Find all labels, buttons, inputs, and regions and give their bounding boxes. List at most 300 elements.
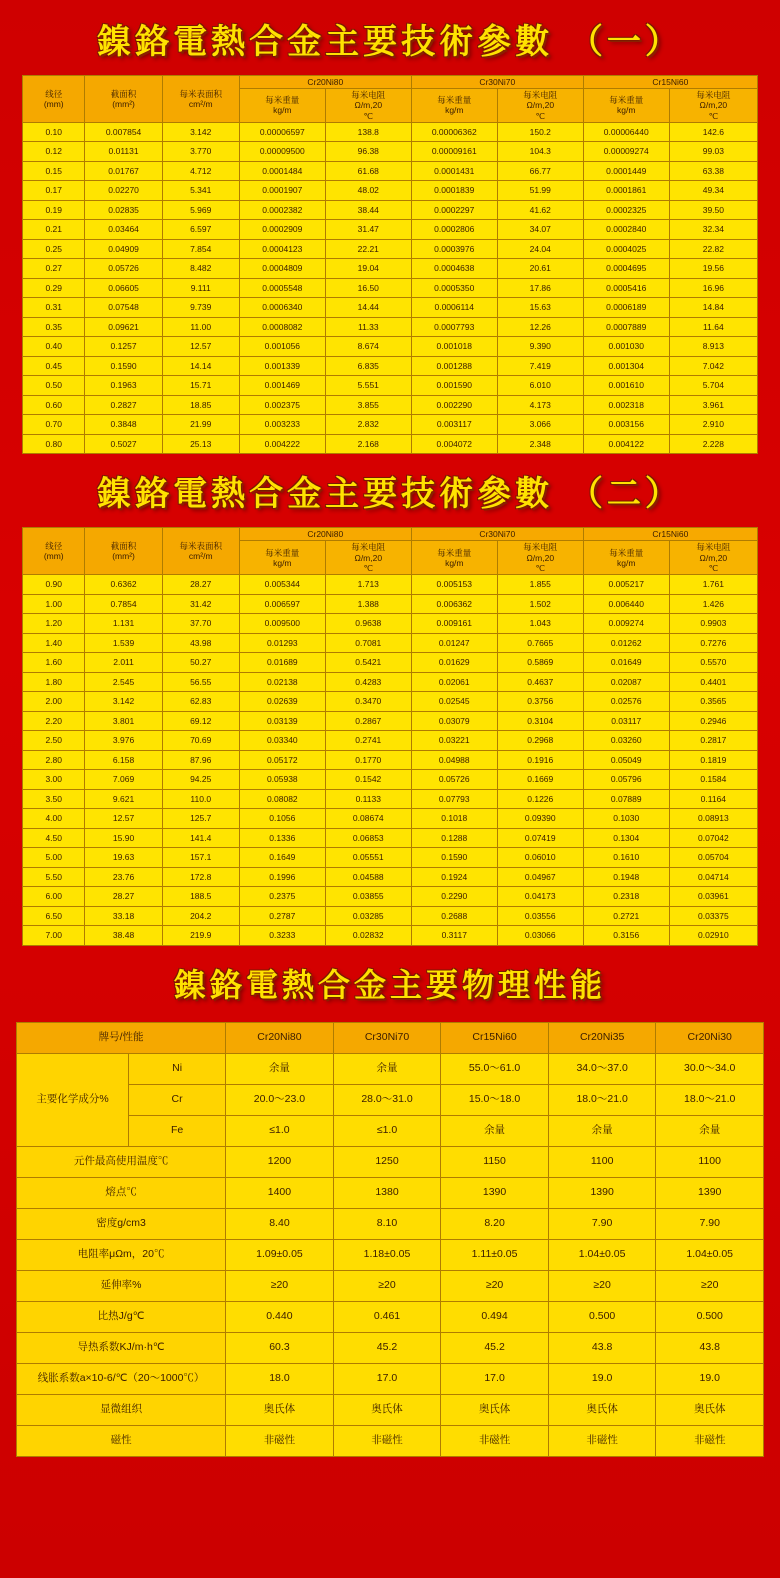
table-1-header bbox=[23, 76, 758, 123]
table-cell: 49.34 bbox=[669, 181, 757, 201]
table-cell: 2.00 bbox=[23, 692, 85, 712]
table-cell: 2.228 bbox=[669, 434, 757, 454]
table-cell: 138.8 bbox=[325, 122, 411, 142]
table-row bbox=[23, 181, 758, 201]
header-surface-area-line1: 每米表面积 bbox=[179, 88, 222, 99]
table-cell: 188.5 bbox=[162, 887, 239, 907]
header2-cross-section-line1: 截面积 bbox=[110, 540, 137, 551]
table-cell: 0.1590 bbox=[85, 356, 162, 376]
phys-property-row bbox=[17, 1208, 764, 1239]
phys-cell: 60.3 bbox=[226, 1332, 334, 1363]
table-row bbox=[23, 259, 758, 279]
header-surface-area bbox=[162, 76, 239, 123]
table-cell: 0.07419 bbox=[497, 828, 583, 848]
table-cell: 5.704 bbox=[669, 376, 757, 396]
table-cell: 0.02061 bbox=[411, 672, 497, 692]
table-cell: 6.158 bbox=[85, 750, 162, 770]
phys-chem-row bbox=[17, 1115, 764, 1146]
table-cell: 0.1669 bbox=[497, 770, 583, 790]
table-cell: 7.042 bbox=[669, 356, 757, 376]
table-cell: 0.02639 bbox=[239, 692, 325, 712]
phys-cell: 1100 bbox=[656, 1146, 764, 1177]
table-cell: 1.855 bbox=[497, 575, 583, 595]
table-row bbox=[23, 415, 758, 435]
table-cell: 7.419 bbox=[497, 356, 583, 376]
table-cell: 0.07548 bbox=[85, 298, 162, 318]
table-cell: 0.3233 bbox=[239, 926, 325, 946]
phys-cell: 非磁性 bbox=[656, 1425, 764, 1456]
table-cell: 0.0004638 bbox=[411, 259, 497, 279]
table-cell: 0.03260 bbox=[583, 731, 669, 751]
table-cell: 0.0002909 bbox=[239, 220, 325, 240]
table-cell: 1.502 bbox=[497, 594, 583, 614]
table-row bbox=[23, 867, 758, 887]
table-cell: 0.3470 bbox=[325, 692, 411, 712]
table-cell: 3.976 bbox=[85, 731, 162, 751]
table-cell: 125.7 bbox=[162, 809, 239, 829]
table-cell: 8.482 bbox=[162, 259, 239, 279]
table-cell: 0.1018 bbox=[411, 809, 497, 829]
table-cell: 0.001304 bbox=[583, 356, 669, 376]
table-cell: 0.60 bbox=[23, 395, 85, 415]
header-resistance-2-line3: ℃ bbox=[535, 110, 546, 121]
table-cell: 5.969 bbox=[162, 200, 239, 220]
table-cell: 0.003156 bbox=[583, 415, 669, 435]
table-cell: 0.001469 bbox=[239, 376, 325, 396]
table-cell: 0.2946 bbox=[669, 711, 757, 731]
table-cell: 0.1288 bbox=[411, 828, 497, 848]
header2-weight-1-line2: kg/m bbox=[273, 557, 292, 568]
table-cell: 0.0004123 bbox=[239, 239, 325, 259]
phys-cell: 45.2 bbox=[333, 1332, 441, 1363]
table-cell: 0.09390 bbox=[497, 809, 583, 829]
header2-weight-2-line1: 每米重量 bbox=[437, 547, 472, 558]
table-cell: 33.18 bbox=[85, 906, 162, 926]
header-weight-2-line2: kg/m bbox=[445, 105, 464, 116]
table-cell: 0.001018 bbox=[411, 337, 497, 357]
table-cell: 0.1610 bbox=[583, 848, 669, 868]
table-cell: 0.7276 bbox=[669, 633, 757, 653]
table-cell: 0.005217 bbox=[583, 575, 669, 595]
phys-cell: 1390 bbox=[656, 1177, 764, 1208]
table-cell: 0.7854 bbox=[85, 594, 162, 614]
table-cell: 19.63 bbox=[85, 848, 162, 868]
header-resistance-3-line3: ℃ bbox=[708, 110, 719, 121]
table-cell: 3.801 bbox=[85, 711, 162, 731]
table-cell: 38.44 bbox=[325, 200, 411, 220]
table-cell: 0.03117 bbox=[583, 711, 669, 731]
table-cell: 9.739 bbox=[162, 298, 239, 318]
phys-property-label: 比热J/g℃ bbox=[17, 1301, 226, 1332]
table-cell: 6.597 bbox=[162, 220, 239, 240]
table-row bbox=[23, 161, 758, 181]
phys-header-alloy: Cr20Ni35 bbox=[548, 1022, 656, 1053]
table-cell: 51.99 bbox=[497, 181, 583, 201]
table-row bbox=[23, 575, 758, 595]
table-cell: 0.00006362 bbox=[411, 122, 497, 142]
table-cell: 0.03066 bbox=[497, 926, 583, 946]
table-cell: 2.20 bbox=[23, 711, 85, 731]
phys-cell: 1390 bbox=[548, 1177, 656, 1208]
header-wire-diameter-line1: 线径 bbox=[45, 88, 63, 99]
phys-property-row bbox=[17, 1239, 764, 1270]
table-row bbox=[23, 633, 758, 653]
table-cell: 0.1257 bbox=[85, 337, 162, 357]
table-cell: 0.002318 bbox=[583, 395, 669, 415]
table-cell: 5.00 bbox=[23, 848, 85, 868]
table-cell: 0.08082 bbox=[239, 789, 325, 809]
table-cell: 48.02 bbox=[325, 181, 411, 201]
table-cell: 0.1226 bbox=[497, 789, 583, 809]
table-cell: 7.00 bbox=[23, 926, 85, 946]
header-alloy-cr30ni70: Cr30Ni70 bbox=[411, 76, 583, 89]
phys-cell: ≤1.0 bbox=[226, 1115, 334, 1146]
table-cell: 0.00009274 bbox=[583, 142, 669, 162]
table-row bbox=[23, 376, 758, 396]
table-cell: 0.001610 bbox=[583, 376, 669, 396]
table-cell: 69.12 bbox=[162, 711, 239, 731]
table-cell: 0.4637 bbox=[497, 672, 583, 692]
table-cell: 0.0001431 bbox=[411, 161, 497, 181]
table-cell: 0.17 bbox=[23, 181, 85, 201]
phys-cell: 8.20 bbox=[441, 1208, 549, 1239]
phys-cell: 1390 bbox=[441, 1177, 549, 1208]
table-cell: 0.1916 bbox=[497, 750, 583, 770]
header2-wire-diameter-line1: 线径 bbox=[45, 540, 63, 551]
header-wire-diameter bbox=[23, 76, 85, 123]
table-cell: 0.009161 bbox=[411, 614, 497, 634]
header-resistance-1-line3: ℃ bbox=[363, 110, 374, 121]
header2-resistance-1-line2: Ω/m,20 bbox=[354, 552, 383, 563]
header2-resistance-1 bbox=[325, 541, 411, 575]
table-cell: 24.04 bbox=[497, 239, 583, 259]
table-cell: 3.855 bbox=[325, 395, 411, 415]
table-cell: 0.08674 bbox=[325, 809, 411, 829]
header-weight-2-line1: 每米重量 bbox=[437, 95, 472, 106]
table-cell: 0.01767 bbox=[85, 161, 162, 181]
table-cell: 0.01629 bbox=[411, 653, 497, 673]
phys-cell: 0.500 bbox=[656, 1301, 764, 1332]
header2-surface-area-line1: 每米表面积 bbox=[179, 540, 222, 551]
table-row bbox=[23, 122, 758, 142]
table-row bbox=[23, 653, 758, 673]
table-cell: 0.40 bbox=[23, 337, 85, 357]
table-cell: 0.005153 bbox=[411, 575, 497, 595]
table-cell: 19.56 bbox=[669, 259, 757, 279]
table-cell: 150.2 bbox=[497, 122, 583, 142]
phys-property-row bbox=[17, 1177, 764, 1208]
table-cell: 0.001339 bbox=[239, 356, 325, 376]
table-cell: 99.03 bbox=[669, 142, 757, 162]
table-cell: 1.761 bbox=[669, 575, 757, 595]
table-row bbox=[23, 731, 758, 751]
page-title-2: 鎳鉻電熱合金主要技術參數 （二） bbox=[97, 474, 683, 515]
phys-property-label: 显微组织 bbox=[17, 1394, 226, 1425]
table-cell: 0.004222 bbox=[239, 434, 325, 454]
table-cell: 0.2827 bbox=[85, 395, 162, 415]
header2-weight-3-line2: kg/m bbox=[617, 557, 636, 568]
header-resistance-1-line1: 每米电阻 bbox=[351, 90, 386, 101]
table-cell: 66.77 bbox=[497, 161, 583, 181]
table-cell: 3.961 bbox=[669, 395, 757, 415]
header2-resistance-3-line3: ℃ bbox=[708, 562, 719, 573]
phys-cell: 奥氏体 bbox=[226, 1394, 334, 1425]
table-cell: 2.832 bbox=[325, 415, 411, 435]
table-cell: 7.854 bbox=[162, 239, 239, 259]
table-cell: 0.0007793 bbox=[411, 317, 497, 337]
header2-alloy-cr15ni60: Cr15Ni60 bbox=[583, 528, 757, 541]
table-cell: 0.1133 bbox=[325, 789, 411, 809]
technical-parameters-table-2 bbox=[22, 527, 758, 945]
table-cell: 4.173 bbox=[497, 395, 583, 415]
table-cell: 0.03221 bbox=[411, 731, 497, 751]
header-weight-2 bbox=[411, 89, 497, 123]
table-cell: 0.5421 bbox=[325, 653, 411, 673]
table-cell: 56.55 bbox=[162, 672, 239, 692]
phys-property-row bbox=[17, 1394, 764, 1425]
table-cell: 0.02835 bbox=[85, 200, 162, 220]
header-resistance-2-line1: 每米电阻 bbox=[523, 90, 558, 101]
table-cell: 0.05726 bbox=[411, 770, 497, 790]
table-cell: 0.004122 bbox=[583, 434, 669, 454]
table-cell: 0.2318 bbox=[583, 887, 669, 907]
table-row bbox=[23, 711, 758, 731]
table-cell: 1.426 bbox=[669, 594, 757, 614]
table-cell: 0.003117 bbox=[411, 415, 497, 435]
table-cell: 0.04173 bbox=[497, 887, 583, 907]
table-cell: 0.00009161 bbox=[411, 142, 497, 162]
table-cell: 0.4401 bbox=[669, 672, 757, 692]
phys-cell: 奥氏体 bbox=[548, 1394, 656, 1425]
phys-cell: 1200 bbox=[226, 1146, 334, 1177]
phys-header-alloy: Cr15Ni60 bbox=[441, 1022, 549, 1053]
table-cell: 0.006597 bbox=[239, 594, 325, 614]
table-cell: 0.006440 bbox=[583, 594, 669, 614]
phys-property-row bbox=[17, 1425, 764, 1456]
header2-cross-section bbox=[85, 528, 162, 575]
table-cell: 0.02545 bbox=[411, 692, 497, 712]
table-cell: 0.3156 bbox=[583, 926, 669, 946]
phys-property-label: 线胀系数a×10-6/℃（20～1000℃） bbox=[17, 1363, 226, 1394]
table-row bbox=[23, 200, 758, 220]
header-weight-1-line2: kg/m bbox=[273, 105, 292, 116]
phys-cell: 17.0 bbox=[441, 1363, 549, 1394]
header2-alloy-cr20ni80: Cr20Ni80 bbox=[239, 528, 411, 541]
phys-cell: 奥氏体 bbox=[333, 1394, 441, 1425]
table-cell: 96.38 bbox=[325, 142, 411, 162]
table-cell: 0.0008082 bbox=[239, 317, 325, 337]
header2-surface-area bbox=[162, 528, 239, 575]
table-cell: 0.0001484 bbox=[239, 161, 325, 181]
table-cell: 23.76 bbox=[85, 867, 162, 887]
table-cell: 0.0001907 bbox=[239, 181, 325, 201]
table-row bbox=[23, 887, 758, 907]
table-cell: 38.48 bbox=[85, 926, 162, 946]
table-row bbox=[23, 298, 758, 318]
table-cell: 87.96 bbox=[162, 750, 239, 770]
table-cell: 0.05049 bbox=[583, 750, 669, 770]
table-cell: 41.62 bbox=[497, 200, 583, 220]
table-cell: 50.27 bbox=[162, 653, 239, 673]
table-cell: 0.03285 bbox=[325, 906, 411, 926]
table-cell: 0.50 bbox=[23, 376, 85, 396]
table-cell: 0.004072 bbox=[411, 434, 497, 454]
table-cell: 0.0001449 bbox=[583, 161, 669, 181]
phys-cell: 15.0～18.0 bbox=[441, 1084, 549, 1115]
table-cell: 4.712 bbox=[162, 161, 239, 181]
table-cell: 0.05704 bbox=[669, 848, 757, 868]
phys-property-label: 延伸率% bbox=[17, 1270, 226, 1301]
table-cell: 0.70 bbox=[23, 415, 85, 435]
phys-cell: 奥氏体 bbox=[656, 1394, 764, 1425]
table-cell: 0.09621 bbox=[85, 317, 162, 337]
table-cell: 0.1542 bbox=[325, 770, 411, 790]
header-weight-1 bbox=[239, 89, 325, 123]
phys-chem-row bbox=[17, 1053, 764, 1084]
phys-cell: 余量 bbox=[333, 1053, 441, 1084]
phys-cell: 余量 bbox=[656, 1115, 764, 1146]
table-cell: 0.01689 bbox=[239, 653, 325, 673]
table-cell: 0.02576 bbox=[583, 692, 669, 712]
table-row bbox=[23, 770, 758, 790]
table-cell: 0.03556 bbox=[497, 906, 583, 926]
phys-cell: 非磁性 bbox=[441, 1425, 549, 1456]
table-cell: 0.00006440 bbox=[583, 122, 669, 142]
phys-chem-label: 主要化学成分% bbox=[17, 1053, 129, 1146]
table-cell: 0.001590 bbox=[411, 376, 497, 396]
header2-weight-3 bbox=[583, 541, 669, 575]
table-cell: 0.0002840 bbox=[583, 220, 669, 240]
table-row bbox=[23, 395, 758, 415]
table-cell: 0.1164 bbox=[669, 789, 757, 809]
phys-cell: 7.90 bbox=[656, 1208, 764, 1239]
table-cell: 0.12 bbox=[23, 142, 85, 162]
table-cell: 17.86 bbox=[497, 278, 583, 298]
table-cell: 31.47 bbox=[325, 220, 411, 240]
table-cell: 1.40 bbox=[23, 633, 85, 653]
table-cell: 0.01262 bbox=[583, 633, 669, 653]
table-cell: 0.03375 bbox=[669, 906, 757, 926]
table-cell: 0.0004809 bbox=[239, 259, 325, 279]
table-cell: 0.04714 bbox=[669, 867, 757, 887]
header2-resistance-2-line2: Ω/m,20 bbox=[526, 552, 555, 563]
table-cell: 0.00006597 bbox=[239, 122, 325, 142]
table-cell: 0.03961 bbox=[669, 887, 757, 907]
header-resistance-3-line1: 每米电阻 bbox=[696, 90, 731, 101]
phys-cell: 0.494 bbox=[441, 1301, 549, 1332]
phys-cell: 1150 bbox=[441, 1146, 549, 1177]
phys-cell: 1250 bbox=[333, 1146, 441, 1177]
table-row bbox=[23, 356, 758, 376]
table-cell: 0.02832 bbox=[325, 926, 411, 946]
phys-cell: 余量 bbox=[548, 1115, 656, 1146]
phys-cell: ≥20 bbox=[226, 1270, 334, 1301]
phys-cell: ≥20 bbox=[333, 1270, 441, 1301]
table-cell: 0.3756 bbox=[497, 692, 583, 712]
phys-cell: 1100 bbox=[548, 1146, 656, 1177]
header2-resistance-2-line3: ℃ bbox=[535, 562, 546, 573]
header-resistance-1 bbox=[325, 89, 411, 123]
table-cell: 11.64 bbox=[669, 317, 757, 337]
header2-weight-1-line1: 每米重量 bbox=[265, 547, 300, 558]
table-cell: 0.3104 bbox=[497, 711, 583, 731]
table-cell: 31.42 bbox=[162, 594, 239, 614]
phys-cell: 非磁性 bbox=[333, 1425, 441, 1456]
table-cell: 0.01247 bbox=[411, 633, 497, 653]
table-cell: 28.27 bbox=[162, 575, 239, 595]
phys-property-row bbox=[17, 1332, 764, 1363]
table-cell: 0.0002382 bbox=[239, 200, 325, 220]
table-cell: 0.006362 bbox=[411, 594, 497, 614]
table-cell: 0.2867 bbox=[325, 711, 411, 731]
table-cell: 0.4283 bbox=[325, 672, 411, 692]
table-cell: 0.1819 bbox=[669, 750, 757, 770]
phys-cell: 0.440 bbox=[226, 1301, 334, 1332]
table-cell: 0.08913 bbox=[669, 809, 757, 829]
table-cell: 0.5027 bbox=[85, 434, 162, 454]
table-cell: 1.60 bbox=[23, 653, 85, 673]
table-cell: 0.02087 bbox=[583, 672, 669, 692]
table-cell: 15.90 bbox=[85, 828, 162, 848]
table-cell: 0.0002297 bbox=[411, 200, 497, 220]
table-cell: 0.003233 bbox=[239, 415, 325, 435]
table-cell: 0.07889 bbox=[583, 789, 669, 809]
phys-cell: 18.0～21.0 bbox=[656, 1084, 764, 1115]
header-resistance-1-line2: Ω/m,20 bbox=[354, 100, 383, 111]
table-cell: 0.0004025 bbox=[583, 239, 669, 259]
table-cell: 0.04909 bbox=[85, 239, 162, 259]
phys-header-alloy: Cr20Ni30 bbox=[656, 1022, 764, 1053]
table-cell: 15.63 bbox=[497, 298, 583, 318]
phys-header-label: 牌号/性能 bbox=[17, 1022, 226, 1053]
table-cell: 0.0005548 bbox=[239, 278, 325, 298]
header2-resistance-3-line1: 每米电阻 bbox=[696, 542, 731, 553]
phys-property-label: 熔点℃ bbox=[17, 1177, 226, 1208]
table-row bbox=[23, 672, 758, 692]
table-cell: 0.9903 bbox=[669, 614, 757, 634]
table-cell: 0.0004695 bbox=[583, 259, 669, 279]
table-cell: 0.90 bbox=[23, 575, 85, 595]
phys-cell: 1.04±0.05 bbox=[656, 1239, 764, 1270]
phys-cell: 8.40 bbox=[226, 1208, 334, 1239]
phys-property-row bbox=[17, 1301, 764, 1332]
table-cell: 0.10 bbox=[23, 122, 85, 142]
table-cell: 0.01649 bbox=[583, 653, 669, 673]
table-cell: 0.1649 bbox=[239, 848, 325, 868]
header-weight-3 bbox=[583, 89, 669, 123]
header2-resistance-2-line1: 每米电阻 bbox=[523, 542, 558, 553]
table-cell: 1.713 bbox=[325, 575, 411, 595]
phys-cell: 18.0～21.0 bbox=[548, 1084, 656, 1115]
table-cell: 2.910 bbox=[669, 415, 757, 435]
header2-cross-section-line2: (mm²) bbox=[112, 551, 135, 562]
table-cell: 0.001288 bbox=[411, 356, 497, 376]
table-cell: 0.31 bbox=[23, 298, 85, 318]
table-cell: 1.20 bbox=[23, 614, 85, 634]
table-cell: 0.3565 bbox=[669, 692, 757, 712]
phys-cell: 30.0～34.0 bbox=[656, 1053, 764, 1084]
phys-property-row bbox=[17, 1146, 764, 1177]
table-cell: 0.0002806 bbox=[411, 220, 497, 240]
table-cell: 0.7665 bbox=[497, 633, 583, 653]
phys-property-row bbox=[17, 1363, 764, 1394]
table-cell: 0.001056 bbox=[239, 337, 325, 357]
table-cell: 0.05726 bbox=[85, 259, 162, 279]
table-row bbox=[23, 594, 758, 614]
table-cell: 0.002290 bbox=[411, 395, 497, 415]
table-cell: 0.1030 bbox=[583, 809, 669, 829]
table-cell: 0.05172 bbox=[239, 750, 325, 770]
